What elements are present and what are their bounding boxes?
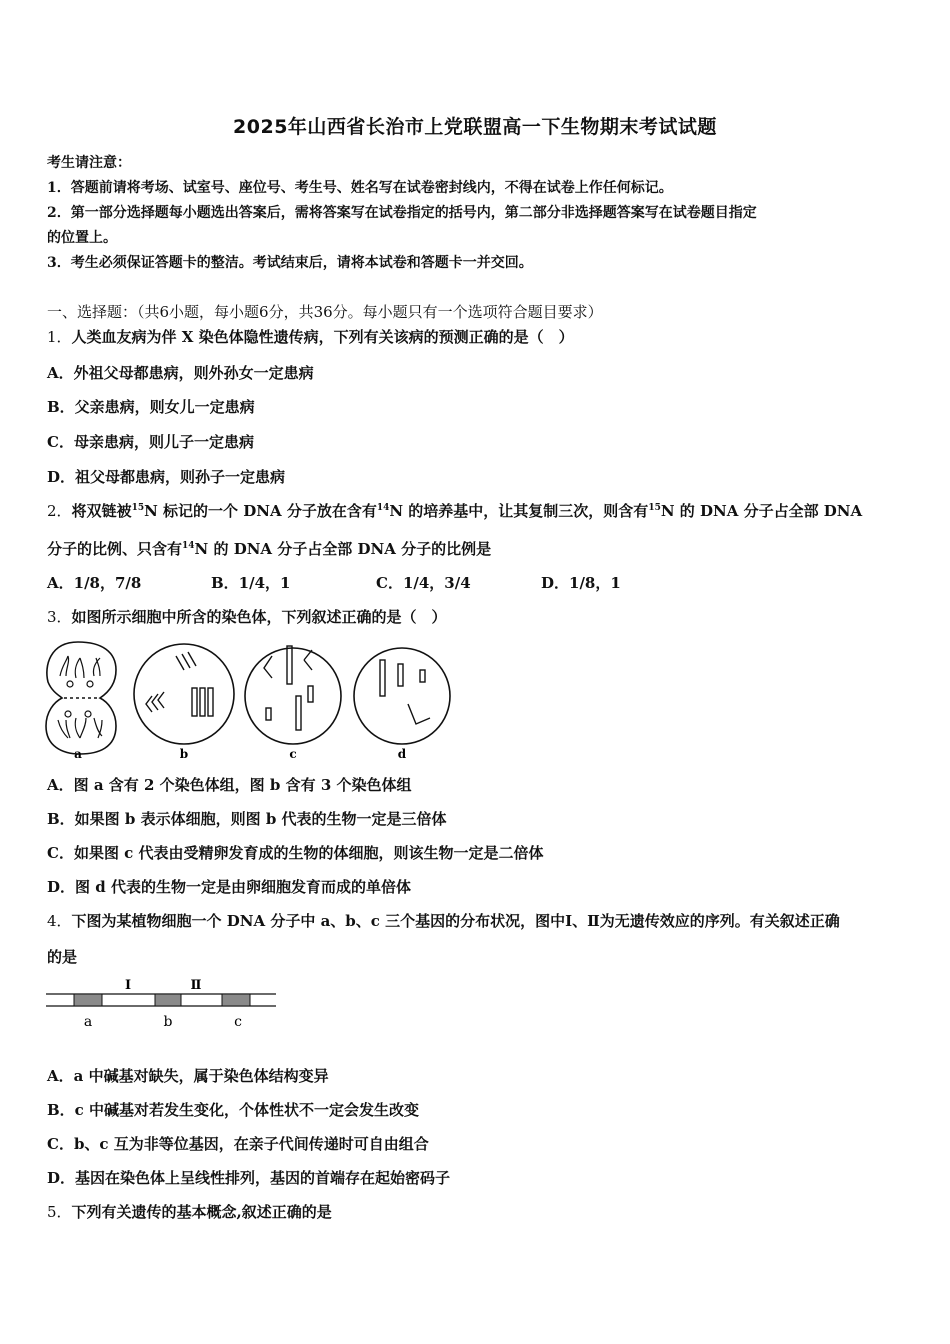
q4-option-a: A．a 中碱基对缺失，属于染色体结构变异 <box>47 1067 329 1085</box>
q4-option-b: B．c 中碱基对若发生变化，个体性状不一定会发生改变 <box>47 1101 420 1119</box>
question-stem: 下列有关遗传的基本概念,叙述正确的是 <box>71 1203 332 1221</box>
question-4-cont: 的是 <box>47 948 78 966</box>
q2-text: 将双链被 <box>71 502 132 520</box>
q2-text: N 的 DNA 分子占全部 DNA <box>660 502 863 520</box>
seq-label-2: Ⅱ <box>190 978 202 993</box>
q2-option-b: B．1/4，1 <box>211 574 291 592</box>
question-number: 2． <box>47 502 72 520</box>
question-number: 5． <box>47 1203 72 1221</box>
gene-label-c: c <box>234 1014 242 1030</box>
gene-label-a: a <box>83 1014 93 1030</box>
notice-heading: 考生请注意： <box>47 155 131 171</box>
dna-gene-figure <box>44 974 280 1032</box>
q3-option-a: A．图 a 含有 2 个染色体组，图 b 含有 3 个染色体组 <box>47 776 412 794</box>
cell-b-chromosomes <box>146 652 213 716</box>
q3-option-c: C．如果图 c 代表由受精卵发育成的生物的体细胞，则该生物一定是二倍体 <box>47 844 544 862</box>
q2-text: N 标记的一个 DNA 分子放在含有 <box>144 502 377 520</box>
notice-item-3: 3．考生必须保证答题卡的整洁。考试结束后，请将本试卷和答题卡一并交回。 <box>47 255 533 271</box>
fig-label-b: b <box>179 747 189 761</box>
q4-option-c: C．b、c 互为非等位基因，在亲子代间传递时可自由组合 <box>47 1135 429 1153</box>
q4-option-d: D．基因在染色体上呈线性排列，基因的首端存在起始密码子 <box>47 1169 451 1187</box>
cell-d-chromosomes <box>380 660 430 724</box>
fig-label-d: d <box>397 747 407 761</box>
q2-option-d: D．1/8，1 <box>541 574 621 592</box>
question-2 <box>47 500 862 521</box>
q1-option-a: A．外祖父母都患病，则外孙女一定患病 <box>47 364 314 382</box>
cell-c-chromosomes <box>264 646 313 730</box>
question-2-cont <box>47 538 491 559</box>
q2-sup: 14 <box>376 503 390 513</box>
question-4 <box>47 910 840 931</box>
fig-label-c: c <box>289 747 297 761</box>
cell-b-outline <box>134 644 234 744</box>
cell-a-outline <box>46 642 116 754</box>
cell-a-chromosomes <box>58 656 102 738</box>
page-title: 2025年山西省长治市上党联盟高一下生物期末考试试题 <box>233 116 717 138</box>
q2-sup: 15 <box>131 503 145 513</box>
question-stem: 人类血友病为伴 X 染色体隐性遗传病，下列有关该病的预测正确的是（ ） <box>71 328 574 346</box>
q3-option-d: D．图 d 代表的生物一定是由卵细胞发育而成的单倍体 <box>47 878 411 896</box>
q1-option-b: B．父亲患病，则女儿一定患病 <box>47 398 255 416</box>
question-number: 4． <box>47 912 72 930</box>
question-3 <box>47 606 447 627</box>
question-1 <box>47 326 574 347</box>
q2-text: 分子的比例、只含有 <box>47 540 183 558</box>
gene-b-block <box>155 994 181 1006</box>
cell-c-outline <box>245 648 341 744</box>
q3-option-b: B．如果图 b 表示体细胞，则图 b 代表的生物一定是三倍体 <box>47 810 447 828</box>
fig-label-a: a <box>74 747 82 761</box>
q1-option-d: D．祖父母都患病，则孙子一定患病 <box>47 468 286 486</box>
gene-c-block <box>222 994 250 1006</box>
notice-item-2-cont: 的位置上。 <box>47 230 117 246</box>
notice-item-2: 2．第一部分选择题每小题选出答案后，需将答案写在试卷指定的括号内，第二部分非选择题答案写在试卷题目指定 <box>47 205 757 221</box>
question-number: 3． <box>47 608 72 626</box>
question-stem: 如图所示细胞中所含的染色体，下列叙述正确的是（ ） <box>71 608 447 626</box>
seq-label-1: Ⅰ <box>124 978 132 993</box>
chromosome-figure <box>40 636 460 764</box>
q2-text: N 的 DNA 分子占全部 DNA 分子的比例是 <box>194 540 492 558</box>
q2-sup: 15 <box>648 503 661 513</box>
q2-option-a: A．1/8，7/8 <box>47 574 142 592</box>
q2-text: N 的培养基中，让其复制三次，则含有 <box>389 502 649 520</box>
section-heading: 一、选择题：（共6小题，每小题6分，共36分。每小题只有一个选项符合题目要求） <box>47 303 603 321</box>
q1-option-c: C．母亲患病，则儿子一定患病 <box>47 433 254 451</box>
q2-sup: 14 <box>182 541 195 551</box>
question-stem: 下图为某植物细胞一个 DNA 分子中 a、b、c 三个基因的分布状况，图中Ⅰ、Ⅱ为无遗传效应的序列。有关叙述正确 <box>71 912 840 930</box>
cell-d-outline <box>354 648 450 744</box>
q2-option-c: C．1/4，3/4 <box>376 574 471 592</box>
gene-a-block <box>74 994 102 1006</box>
notice-item-1: 1．答题前请将考场、试室号、座位号、考生号、姓名写在试卷密封线内，不得在试卷上作任何标记。 <box>47 180 673 196</box>
question-number: 1． <box>47 328 72 346</box>
question-5 <box>47 1201 332 1222</box>
gene-label-b: b <box>163 1014 173 1030</box>
